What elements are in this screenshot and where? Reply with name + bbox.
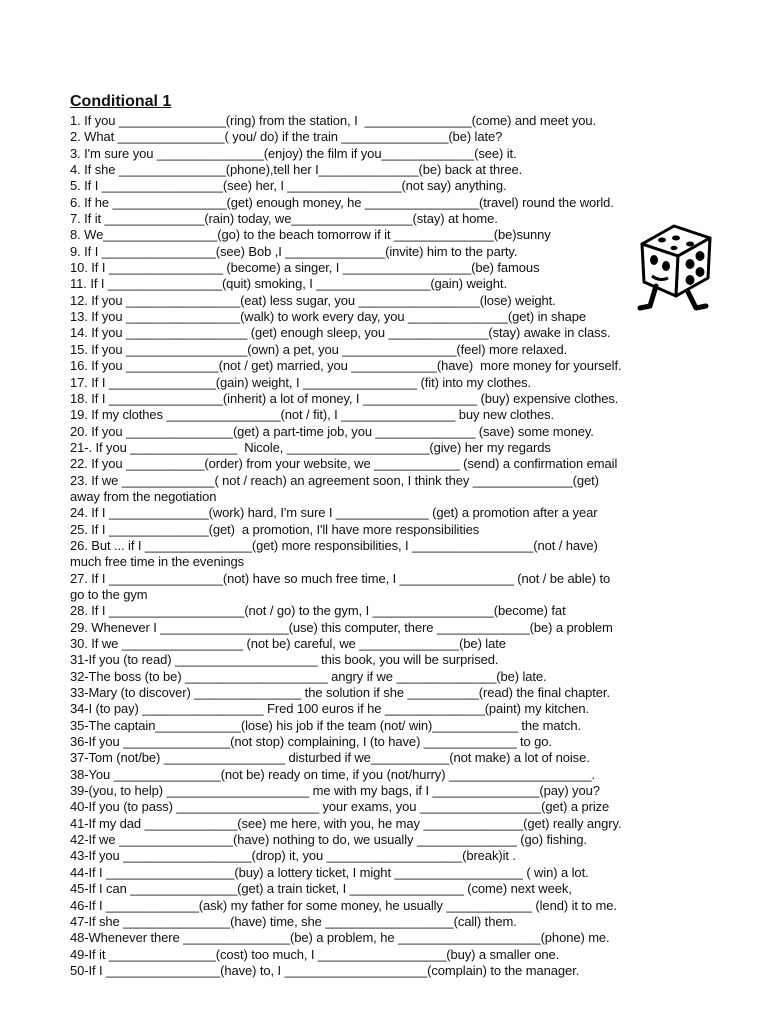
exercise-line: 30. If we _________________ (not be) careful, we ______________(be) late [70,636,506,651]
exercise-line: 15. If you _________________(own) a pet, you ________________(feel) more relaxed. [70,341,568,357]
exercise-line: 24. If I ______________(work) hard, I'm sure I _____________ (get) a promotion after a year [70,505,598,521]
exercise-line: 50-If I ________________(have) to, I ____________________(complain) to the manager. [70,962,580,978]
exercise-line: 6. If he ________________(get) enough money, he ________________(travel) round the world. [70,194,614,210]
exercise-line: 3. I'm sure you _______________(enjoy) the film if you_____________(see) it. [70,145,517,161]
exercise-line: 22. If you ___________(order) from your website, we ____________ (send) a confirmation email [70,456,618,472]
exercise-line: 23. If we _____________( not / reach) an agreement soon, I think they ______________(get) [70,472,599,488]
exercise-line: 36-If you _______________(not stop) complaining, I (to have) _____________ to go. [70,734,552,750]
exercise-line: 37-Tom (not/be) _________________ disturbed if we___________(not make) a lot of noise. [70,750,590,766]
exercise-line: 20. If you _______________(get) a part-time job, you ______________ (save) some money. [70,423,594,439]
worksheet [70,92,690,979]
exercise-line: 49-If it _______________(cost) too much, I __________________(buy) a smaller one. [70,946,560,962]
page-title: Conditional 1 [70,93,172,110]
exercise-line: 32-The boss (to be) ____________________ angry if we ______________(be) late. [70,668,547,684]
dice-character-icon [632,216,722,316]
exercise-line: 47-If she _______________(have) time, she __________________(call) them. [70,913,517,929]
exercise-line: 1. If you _______________(ring) from the station, I _______________(come) and meet you. [70,113,597,128]
exercise-line: 27. If I ________________(not) have so much free time, I ________________ (not / be able) to [70,570,611,586]
exercise-line: 38-You _______________(not be) ready on time, if you (not/hurry) ____________________. [70,766,596,782]
exercise-line: 40-If you (to pass) ____________________ your exams, you _________________(get) a prize [70,799,610,815]
exercise-line: go to the gym [70,586,148,602]
exercise-line: 29. Whenever I __________________(use) this computer, there _____________(be) a problem [70,619,613,635]
exercise-line: 16. If you _____________(not / get) married, you ____________(have) more money for yourself. [70,358,622,374]
exercise-line: 13. If you ________________(walk) to work every day, you ______________(get) in shape [70,309,586,325]
exercise-line: 19. If my clothes ________________(not / fit), I ________________ buy new clothes. [70,407,554,423]
exercise-line: much free time in the evenings [70,554,245,570]
exercise-line: 26. But ... if I _______________(get) more responsibilities, I _________________(not / have) [70,537,598,553]
exercise-line: 44-If I __________________(buy) a lottery ticket, I might __________________ ( win) a lot. [70,864,589,880]
exercise-line: 28. If I ___________________(not / go) to the gym, I _________________(become) fat [70,603,566,619]
exercise-line: 17. If I _______________(gain) weight, I ________________ (fit) into my clothes. [70,374,532,390]
exercise-line: 14. If you _________________ (get) enough sleep, you ______________(stay) awake in class. [70,325,611,341]
exercise-line: 10. If I ________________ (become) a singer, I __________________(be) famous [70,260,540,276]
exercise-line: 42-If we ________________(have) nothing to do, we usually ______________ (go) fishing. [70,832,587,848]
exercise-line: away from the negotiation [70,488,217,504]
exercise-line: 5. If I _________________(see) her, I ________________(not say) anything. [70,178,507,194]
exercise-line: 18. If I ________________(inherit) a lot of money, I ________________ (buy) expensive clothes. [70,390,619,406]
exercise-line: 31-If you (to read) ____________________ this book, you will be surprised. [70,652,499,668]
exercise-line: 35-The captain____________(lose) his job if the team (not/ win)____________ the match. [70,717,582,733]
exercise-line: 46-If I _____________(ask) my father for some money, he usually ____________ (lend) it to me. [70,897,617,913]
exercise-list [70,113,690,979]
exercise-line: 9. If I ________________(see) Bob ,I ______________(invite) him to the party. [70,243,518,259]
exercise-line: 7. If it ______________(rain) today, we_________________(stay) at home. [70,211,498,227]
exercise-line: 25. If I ______________(get) a promotion, I'll have more responsibilities [70,521,480,537]
exercise-line: 39-(you, to help) ____________________ me with my bags, if I _______________(pay) you? [70,783,600,799]
exercise-line: 43-If you __________________(drop) it, you ___________________(break)it . [70,848,516,864]
exercise-line: 41-If my dad _____________(see) me here, with you, he may ______________(get) really angry. [70,815,622,831]
exercise-line: 8. We________________(go) to the beach tomorrow if it ______________(be)sunny [70,227,551,243]
exercise-line: 21-. If you _______________ Nicole, ____________________(give) her my regards [70,439,551,455]
exercise-line: 11. If I ________________(quit) smoking, I ________________(gain) weight. [70,276,507,292]
exercise-line: 34-I (to pay) _________________ Fred 100 euros if he ______________(paint) my kitchen. [70,701,589,717]
exercise-line: 2. What _______________( you/ do) if the train _______________(be) late? [70,129,503,145]
exercise-line: 12. If you ________________(eat) less sugar, you _________________(lose) weight. [70,292,556,308]
exercise-line: 48-Whenever there _______________(be) a problem, he ____________________(phone) me. [70,930,610,946]
exercise-line: 4. If she _______________(phone),tell her I______________(be) back at three. [70,162,523,178]
exercise-line: 45-If I can _______________(get) a train ticket, I ________________ (come) next week, [70,881,572,897]
exercise-line: 33-Mary (to discover) _______________ the solution if she __________(read) the final chapter. [70,685,610,701]
